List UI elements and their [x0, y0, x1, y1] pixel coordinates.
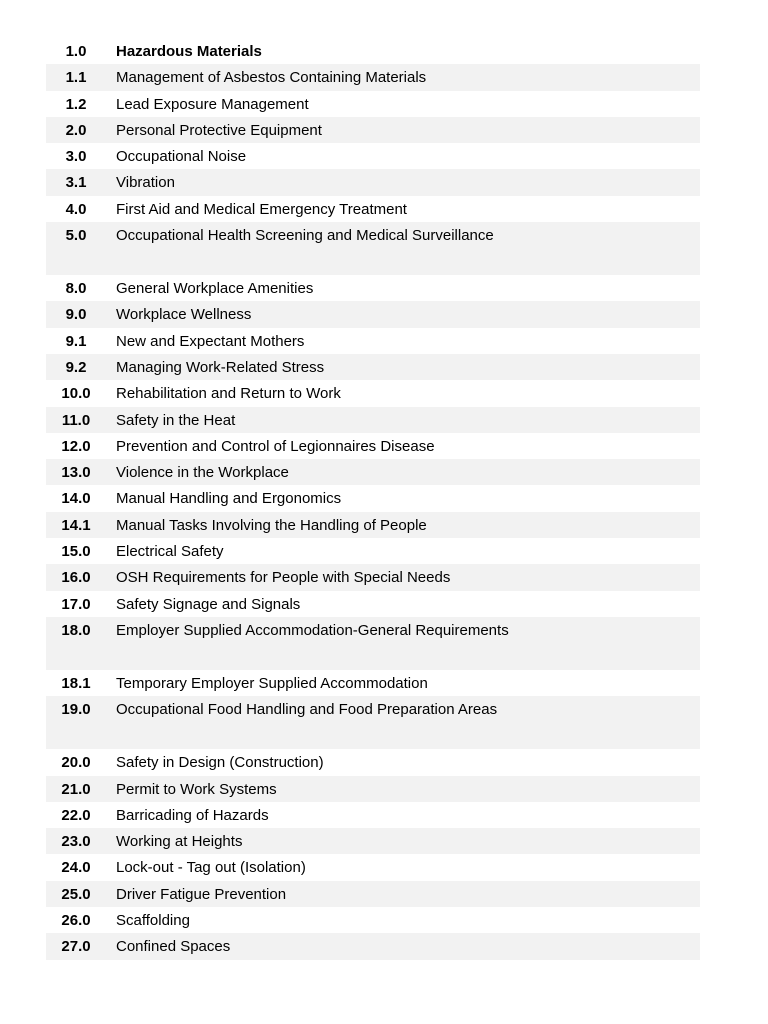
toc-row — [46, 828, 700, 854]
section-number: 27.0 — [61, 938, 91, 956]
section-title: Lock-out - Tag out (Isolation) — [116, 859, 306, 877]
section-number: 16.0 — [61, 569, 91, 587]
section-title: First Aid and Medical Emergency Treatment — [116, 200, 407, 218]
toc-row — [46, 696, 700, 749]
toc-row — [46, 617, 700, 670]
section-title: Workplace Wellness — [116, 306, 252, 324]
section-title: Manual Handling and Ergonomics — [116, 490, 342, 508]
section-number: 22.0 — [61, 806, 91, 824]
toc-row — [46, 169, 700, 195]
toc-row — [46, 301, 700, 327]
section-number: 1.0 — [65, 43, 87, 60]
toc-row — [46, 591, 700, 617]
section-title: Managing Work-Related Stress — [116, 358, 325, 376]
section-title: Confined Spaces — [116, 938, 231, 956]
toc-row — [46, 380, 700, 406]
toc-row — [46, 275, 700, 301]
toc-row — [46, 38, 700, 64]
toc-row — [46, 485, 700, 511]
toc-row — [46, 407, 700, 433]
section-title: Occupational Noise — [116, 148, 247, 166]
section-number: 5.0 — [65, 227, 87, 245]
section-number: 1.1 — [65, 69, 87, 87]
section-title: OSH Requirements for People with Special Needs — [116, 569, 451, 587]
section-number: 25.0 — [61, 885, 91, 903]
toc-row — [46, 776, 700, 802]
toc-row — [46, 854, 700, 880]
toc-row — [46, 222, 700, 275]
toc-row — [46, 64, 700, 90]
toc-row — [46, 907, 700, 933]
section-number: 18.1 — [61, 674, 91, 692]
section-number: 3.0 — [65, 148, 87, 166]
toc-row — [46, 749, 700, 775]
section-number: 20.0 — [61, 754, 91, 772]
section-title: Violence in the Workplace — [116, 464, 289, 482]
section-number: 13.0 — [61, 464, 91, 482]
section-title: Safety in the Heat — [116, 411, 236, 429]
section-number: 19.0 — [61, 701, 91, 719]
section-number: 4.0 — [65, 200, 87, 218]
section-title: Scaffolding — [116, 912, 190, 930]
section-title: Barricading of Hazards — [116, 806, 269, 824]
section-title: Lead Exposure Management — [116, 95, 309, 113]
toc-row — [46, 117, 700, 143]
section-number: 15.0 — [61, 543, 91, 561]
section-number: 3.1 — [65, 174, 87, 192]
toc-row — [46, 196, 700, 222]
section-number: 12.0 — [61, 437, 91, 455]
section-number: 9.0 — [65, 306, 87, 324]
section-number: 10.0 — [61, 385, 91, 403]
section-title: Employer Supplied Accommodation-General Requirements — [116, 621, 509, 639]
toc-row — [46, 328, 700, 354]
section-title: Personal Protective Equipment — [116, 121, 322, 139]
section-number: 17.0 — [61, 595, 91, 613]
section-number: 1.2 — [65, 95, 87, 113]
section-title: Electrical Safety — [116, 543, 224, 561]
section-number: 18.0 — [61, 621, 91, 639]
section-title: Permit to Work Systems — [116, 780, 277, 798]
toc-row — [46, 91, 700, 117]
section-title: Temporary Employer Supplied Accommodation — [116, 674, 428, 692]
section-number: 8.0 — [65, 280, 87, 298]
section-title: Manual Tasks Involving the Handling of People — [116, 516, 427, 534]
section-title: New and Expectant Mothers — [116, 332, 305, 350]
section-title: Driver Fatigue Prevention — [116, 885, 287, 903]
section-title: Occupational Food Handling and Food Preparation Areas — [116, 701, 498, 719]
section-title: Rehabilitation and Return to Work — [116, 385, 341, 403]
section-title: Prevention and Control of Legionnaires Disease — [116, 437, 435, 455]
toc-row — [46, 354, 700, 380]
section-title: General Workplace Amenities — [116, 280, 314, 298]
toc-row — [46, 564, 700, 590]
section-number: 2.0 — [65, 121, 87, 139]
section-number: 14.1 — [61, 516, 91, 534]
section-title: Safety Signage and Signals — [116, 595, 301, 613]
section-title: Management of Asbestos Containing Materials — [116, 69, 427, 87]
section-number: 21.0 — [61, 780, 91, 798]
toc-row — [46, 433, 700, 459]
section-title: Occupational Health Screening and Medical Surveillance — [116, 227, 494, 245]
toc-row — [46, 459, 700, 485]
section-number: 23.0 — [61, 833, 91, 851]
section-number: 26.0 — [61, 912, 91, 930]
section-title: Working at Heights — [116, 833, 243, 851]
section-number: 11.0 — [61, 411, 91, 429]
toc-row — [46, 881, 700, 907]
toc-row — [46, 538, 700, 564]
section-title: Hazardous Materials — [116, 43, 262, 60]
table-of-contents — [46, 38, 700, 960]
toc-row — [46, 143, 700, 169]
section-number: 9.2 — [65, 358, 87, 376]
toc-row — [46, 802, 700, 828]
toc-row — [46, 933, 700, 959]
section-title: Vibration — [116, 174, 175, 192]
toc-row — [46, 512, 700, 538]
section-number: 24.0 — [61, 859, 91, 877]
section-number: 14.0 — [61, 490, 91, 508]
section-number: 9.1 — [65, 332, 87, 350]
section-title: Safety in Design (Construction) — [116, 754, 324, 772]
toc-row — [46, 670, 700, 696]
